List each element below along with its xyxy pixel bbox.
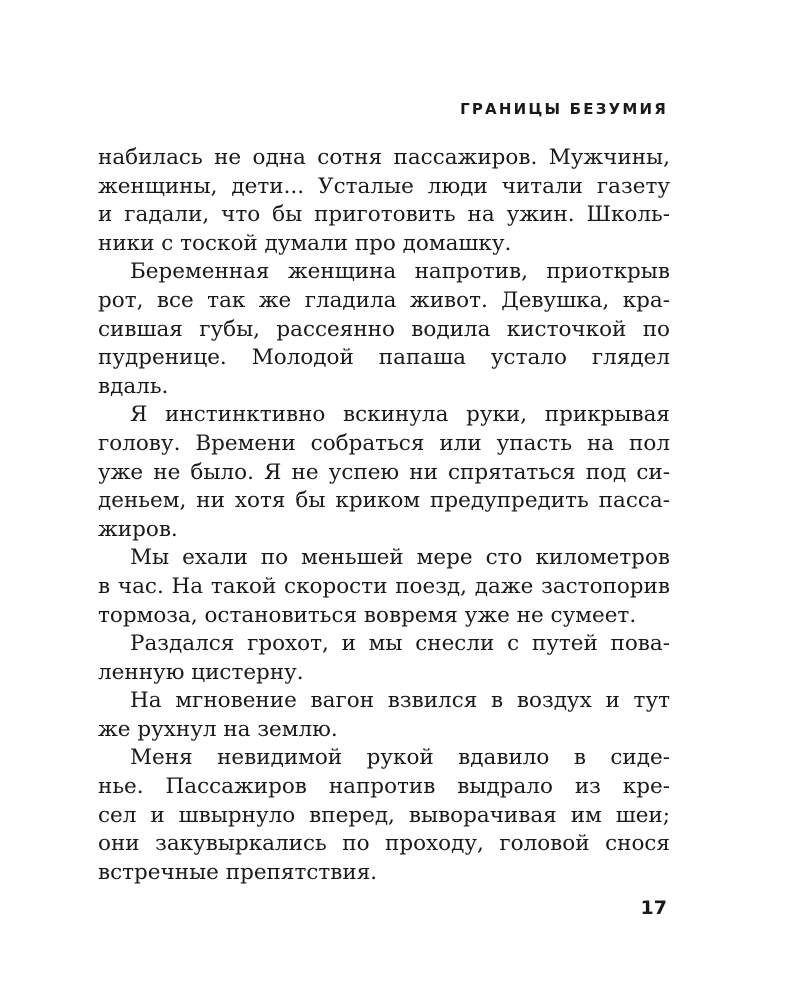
page-number: 17 bbox=[640, 897, 667, 919]
paragraph bbox=[98, 687, 670, 744]
text-line: уже не было. Я не успею ни спрятаться под си- bbox=[98, 459, 670, 485]
text-line: деньем, ни хотя бы криком предупредить пасса- bbox=[98, 488, 670, 514]
text-line: и гадали, что бы приготовить на ужин. Школь- bbox=[98, 202, 670, 228]
running-head-title: ГРАНИЦЫ БЕЗУМИЯ bbox=[460, 100, 668, 118]
text-line: Меня невидимой рукой вдавило в сиде- bbox=[130, 745, 670, 771]
text-line: ники с тоской думали про домашку. bbox=[98, 230, 512, 256]
text-line: ленную цистерну. bbox=[98, 659, 304, 685]
text-line: Я инстинктивно вскинула руки, прикрывая bbox=[130, 402, 670, 428]
text-line: женщины, дети... Усталые люди читали газету bbox=[98, 173, 670, 199]
text-line: тормоза, остановиться вовремя уже не сумеет. bbox=[98, 602, 637, 628]
text-line: Раздался грохот, и мы снесли с путей пова- bbox=[130, 631, 670, 657]
text-line: встречные препятствия. bbox=[98, 859, 378, 885]
paragraph bbox=[98, 744, 670, 887]
text-line: сел и швырнуло вперед, выворачивая им шеи; bbox=[98, 802, 670, 828]
paragraph bbox=[98, 630, 670, 687]
paragraph bbox=[98, 258, 670, 401]
body-text bbox=[98, 144, 670, 887]
text-line: вдаль. bbox=[98, 373, 169, 399]
paragraph bbox=[98, 144, 670, 258]
text-line: жиров. bbox=[98, 516, 178, 542]
text-line: сившая губы, рассеянно водила кисточкой по bbox=[98, 316, 670, 342]
text-line: Мы ехали по меньшей мере сто километров bbox=[130, 545, 670, 571]
paragraph bbox=[98, 401, 670, 544]
text-line: пудренице. Молодой папаша устало глядел bbox=[98, 345, 670, 371]
paragraph bbox=[98, 544, 670, 630]
text-line: Беременная женщина напротив, приоткрыв bbox=[130, 259, 670, 285]
text-line: в час. На такой скорости поезд, даже застопорив bbox=[98, 573, 670, 599]
text-line: набилась не одна сотня пассажиров. Мужчины, bbox=[98, 145, 670, 170]
text-line: На мгновение вагон взвился в воздух и тут bbox=[130, 688, 670, 714]
text-line: они закувыркались по проходу, головой снося bbox=[98, 831, 670, 857]
text-line: голову. Времени собраться или упасть на пол bbox=[98, 430, 670, 456]
text-line: же рухнул на землю. bbox=[98, 716, 338, 742]
text-line: рот, все так же гладила живот. Девушка, кра- bbox=[98, 287, 670, 313]
text-line: нье. Пассажиров напротив выдрало из кре- bbox=[98, 774, 670, 800]
